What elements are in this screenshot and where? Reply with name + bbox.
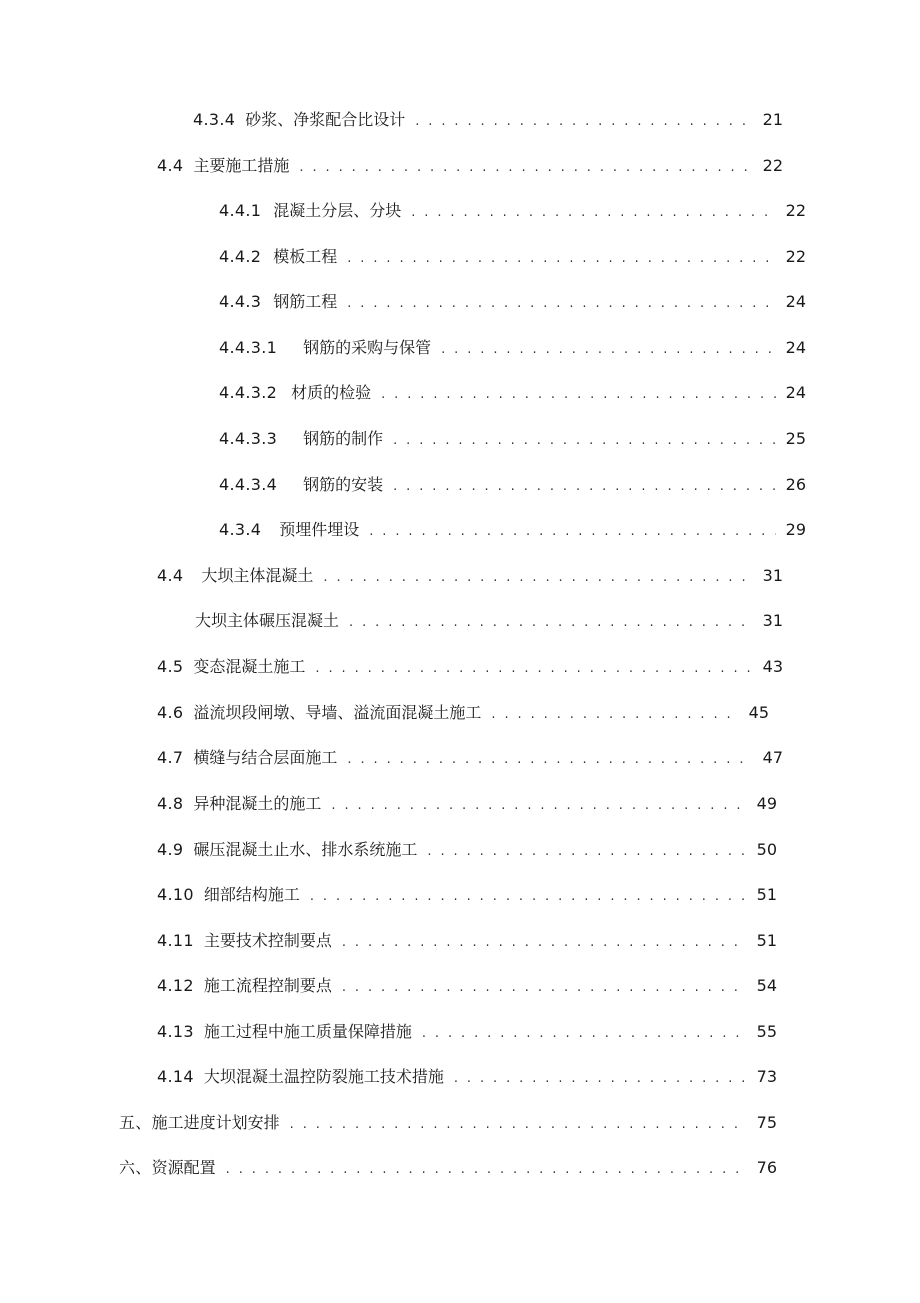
toc-entry[interactable] [219, 245, 806, 269]
toc-entry-page: 31 [762, 611, 783, 630]
toc-entry[interactable] [157, 838, 777, 862]
dot-leader [369, 520, 776, 544]
toc-entry-title: 钢筋工程 [273, 292, 338, 311]
toc-entry-title: 碾压混凝土止水、排水系统施工 [193, 840, 418, 859]
toc-entry[interactable] [157, 1020, 777, 1044]
toc-entry-page: 45 [748, 703, 769, 722]
toc-entry[interactable] [157, 655, 783, 679]
toc-entry-page: 76 [756, 1158, 777, 1177]
toc-entry-number: 4.14 [157, 1067, 194, 1086]
toc-entry-page: 31 [762, 566, 783, 585]
dot-leader [347, 247, 776, 271]
toc-entry-number: 4.4.1 [219, 201, 262, 220]
dot-leader [342, 976, 747, 1000]
dot-leader [315, 657, 753, 681]
toc-entry-title: 大坝主体混凝土 [201, 566, 314, 585]
toc-entry[interactable] [157, 564, 783, 588]
toc-entry-number: 4.3.4 [219, 520, 262, 539]
dot-leader [226, 1158, 747, 1182]
toc-entry-title: 变态混凝土施工 [193, 657, 306, 676]
toc-entry-number: 4.10 [157, 885, 194, 904]
toc-entry-title: 细部结构施工 [203, 885, 300, 904]
toc-entry-number: 4.3.4 [193, 110, 236, 129]
toc-entry-page: 55 [756, 1022, 777, 1041]
toc-entry-number: 六、 [119, 1158, 152, 1177]
toc-entry-title: 钢筋的采购与保管 [303, 338, 432, 357]
toc-entry[interactable] [219, 199, 806, 223]
toc-entry[interactable] [157, 701, 769, 725]
toc-entry-title: 溢流坝段闸墩、导墙、溢流面混凝土施工 [193, 703, 482, 722]
toc-entry-number: 4.4.3.2 [219, 383, 278, 402]
toc-entry-number: 五、 [119, 1113, 152, 1132]
dot-leader [331, 794, 747, 818]
dot-leader [393, 475, 776, 499]
toc-entry-number: 4.9 [157, 840, 184, 859]
toc-entry-page: 24 [785, 383, 806, 402]
toc-entry[interactable] [157, 1065, 777, 1089]
toc-entry-page: 49 [756, 794, 777, 813]
toc-entry[interactable] [193, 108, 783, 132]
toc-entry[interactable] [219, 518, 806, 542]
toc-entry-title: 施工流程控制要点 [203, 976, 332, 995]
dot-leader [323, 566, 753, 590]
toc-entry[interactable] [119, 1156, 777, 1180]
dot-leader [454, 1067, 747, 1091]
toc-entry[interactable] [219, 427, 806, 451]
toc-entry-title: 材质的检验 [291, 383, 372, 402]
toc-entry-page: 25 [785, 429, 806, 448]
toc-entry-page: 26 [785, 475, 806, 494]
toc-entry-title: 大坝混凝土温控防裂施工技术措施 [203, 1067, 444, 1086]
dot-leader [299, 156, 753, 180]
toc-entry-number: 4.8 [157, 794, 184, 813]
toc-entry[interactable] [157, 792, 777, 816]
dot-leader [349, 611, 753, 635]
dot-leader [347, 748, 753, 772]
toc-entry-number: 4.6 [157, 703, 184, 722]
toc-entry-title: 横缝与结合层面施工 [193, 748, 338, 767]
dot-leader [342, 931, 747, 955]
toc-entry-title: 预埋件埋设 [279, 520, 360, 539]
dot-leader [381, 383, 776, 407]
dot-leader [427, 840, 747, 864]
toc-entry-number: 4.13 [157, 1022, 194, 1041]
toc-entry[interactable] [219, 473, 806, 497]
toc-entry-page: 73 [756, 1067, 777, 1086]
toc-entry-number: 4.4 [157, 156, 184, 175]
toc-entry-page: 43 [762, 657, 783, 676]
toc-entry[interactable] [157, 929, 777, 953]
toc-entry-number: 4.4.3 [219, 292, 262, 311]
dot-leader [441, 338, 776, 362]
toc-entry-page: 51 [756, 931, 777, 950]
toc-entry-title: 大坝主体碾压混凝土 [195, 611, 340, 630]
toc-entry-page: 29 [785, 520, 806, 539]
toc-entry[interactable] [219, 290, 806, 314]
toc-entry[interactable] [157, 154, 783, 178]
toc-entry-title: 砂浆、净浆配合比设计 [245, 110, 406, 129]
toc-entry[interactable] [195, 609, 783, 633]
dot-leader [393, 429, 776, 453]
toc-entry[interactable] [219, 381, 806, 405]
dot-leader [347, 292, 776, 316]
toc-entry-page: 51 [756, 885, 777, 904]
dot-leader [422, 1022, 747, 1046]
toc-entry-title: 钢筋的制作 [303, 429, 384, 448]
toc-entry-title: 资源配置 [151, 1158, 216, 1177]
toc-entry[interactable] [157, 974, 777, 998]
toc-entry-number: 4.4.3.1 [219, 338, 278, 357]
toc-entry-page: 75 [756, 1113, 777, 1132]
toc-entry-page: 22 [762, 156, 783, 175]
dot-leader [310, 885, 747, 909]
toc-entry-page: 22 [785, 201, 806, 220]
toc-entry[interactable] [157, 746, 783, 770]
toc-entry-title: 施工过程中施工质量保障措施 [203, 1022, 412, 1041]
toc-entry-title: 钢筋的安装 [303, 475, 384, 494]
toc-entry-page: 22 [785, 247, 806, 266]
toc-entry[interactable] [119, 1111, 777, 1135]
dot-leader [290, 1113, 747, 1137]
toc-entry-page: 47 [762, 748, 783, 767]
toc-entry-title: 混凝土分层、分块 [273, 201, 402, 220]
dot-leader [415, 110, 753, 134]
toc-entry-number: 4.12 [157, 976, 194, 995]
toc-entry-number: 4.4.3.4 [219, 475, 278, 494]
toc-entry-page: 24 [785, 338, 806, 357]
toc-entry[interactable] [157, 883, 777, 907]
dot-leader [491, 703, 739, 727]
toc-entry-number: 4.4.3.3 [219, 429, 278, 448]
toc-entry-page: 21 [762, 110, 783, 129]
toc-entry-number: 4.4 [157, 566, 184, 585]
toc-entry-title: 主要施工措施 [193, 156, 290, 175]
toc-entry-number: 4.11 [157, 931, 194, 950]
dot-leader [411, 201, 776, 225]
toc-entry-title: 异种混凝土的施工 [193, 794, 322, 813]
toc-entry-title: 模板工程 [273, 247, 338, 266]
toc-entry-number: 4.4.2 [219, 247, 262, 266]
toc-entry[interactable] [219, 336, 806, 360]
toc-entry-page: 24 [785, 292, 806, 311]
toc-entry-title: 施工进度计划安排 [151, 1113, 280, 1132]
toc-entry-title: 主要技术控制要点 [203, 931, 332, 950]
toc-entry-number: 4.7 [157, 748, 184, 767]
toc-entry-page: 50 [756, 840, 777, 859]
toc-entry-page: 54 [756, 976, 777, 995]
toc-entry-number: 4.5 [157, 657, 184, 676]
